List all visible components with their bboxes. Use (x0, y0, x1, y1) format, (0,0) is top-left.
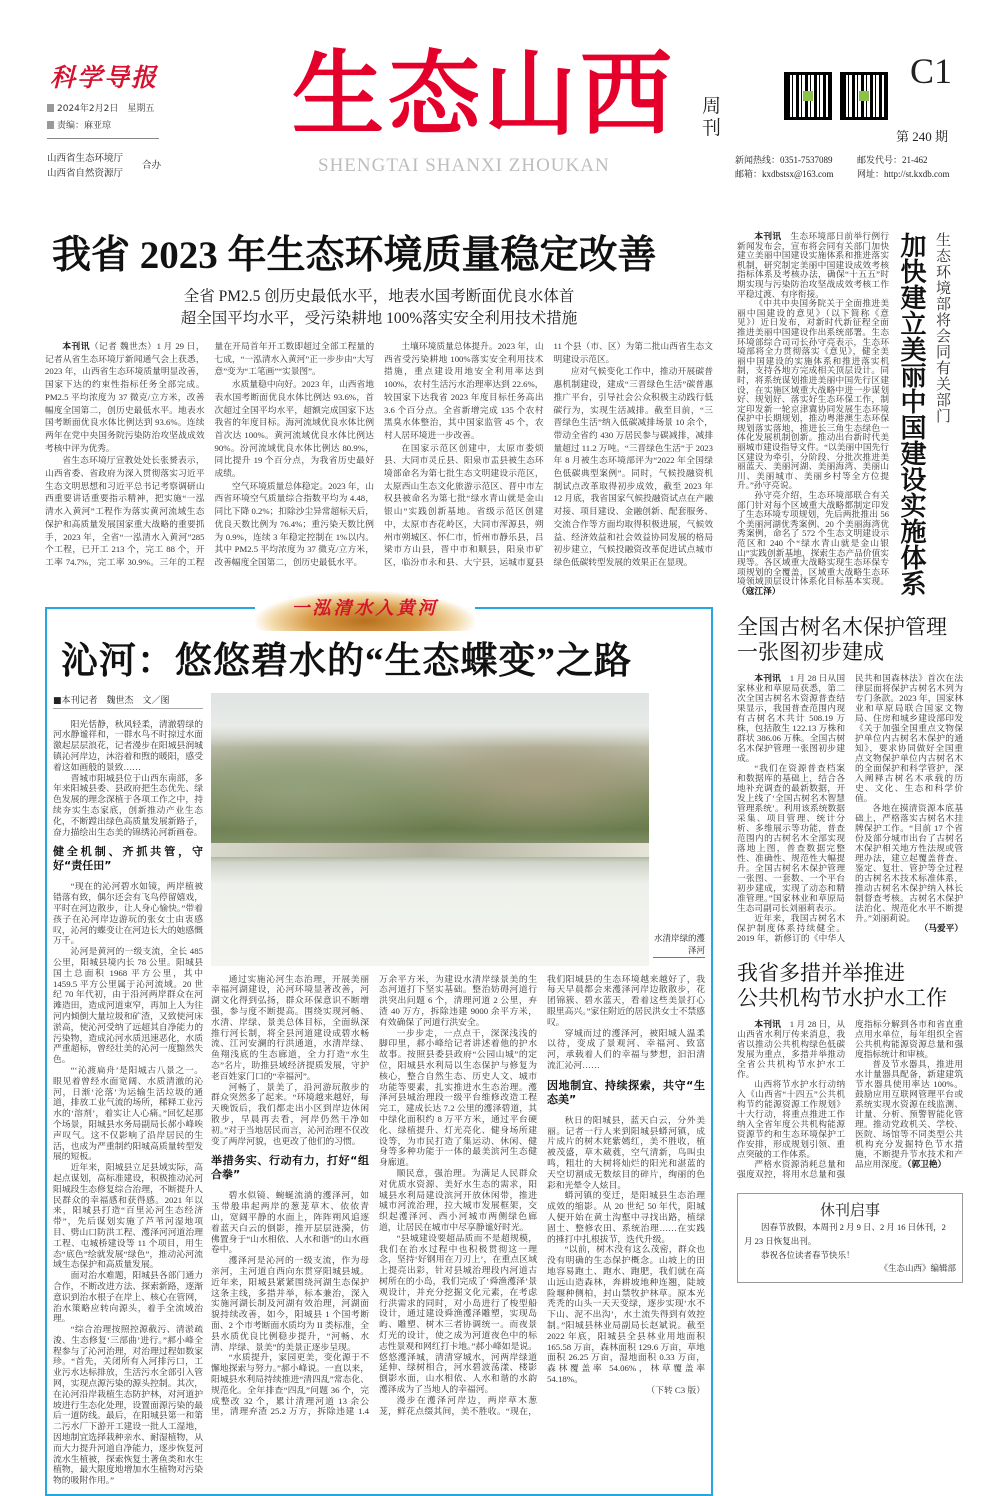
dateline: 本刊讯 (754, 231, 782, 241)
column-banner (255, 591, 475, 631)
photo-caption: 水清岸绿的濩泽河 (653, 933, 705, 956)
hotline: 新闻热线：0351-7537089 (735, 155, 833, 165)
paragraph: 山西将节水护水行动纳入《山西省“十四五”公共机构节约能源资源工作规划》十大行动，将重点推进工作纳入全省年度公共机构能源资源节约和生态环境保护工作安排，形成规划引领、重点突破的工作体系。 (737, 1078, 845, 1159)
suspension-notice (737, 1193, 963, 1283)
beauty-article (737, 232, 963, 597)
pinyin-title: SHENGTAI SHANXI ZHOUKAN (318, 155, 610, 176)
author: （马爱平） (919, 922, 963, 933)
photo-area (211, 693, 705, 966)
section-heading: 举措务实、行动有力，打好“组合拳” (211, 1154, 369, 1182)
paragraph: 穿城而过的濩泽河，被阳城人温柔以待，变成了景观河、幸福河、致富河，承载着人们的幸福与梦想，汩汩清流汇沁河…… (547, 1027, 705, 1071)
section-heading: 因地制宜、持续探索，共守“生态美” (547, 1078, 705, 1106)
editor (47, 118, 111, 131)
paragraph: 秋日的阳城县，蓝天白云，分外美丽。记者一行人来到阳城县蟒河镇，成片成片的树木姹紫嫣红，美不胜收，植被茂盛，草木葳蕤，空气清新，鸟叫虫鸣，粗壮的大树将灿烂的阳光和湛蓝的天空切割成无数炫目的碎片，绚丽的色彩和光晕令人炫目。 (547, 1114, 705, 1190)
paragraph: 1 月 28 日从国家林业和草原局获悉，第二次全国古树名木资源普查结果显示，我国普查范围内现有古树名木共计 508.19 万株，包括散生 122.13 万株和群状 386.06 万株。全国古树名木保护管理一张图初步建成。 (737, 672, 845, 763)
lead-article-body (45, 340, 713, 569)
feature-column-1 (53, 693, 203, 1486)
paragraph: 漫步在濩泽河岸边，两岸草木葱茏，鲜花点缀其间，美不胜收。“现在，我们阳城县的生态环境越来越好了，我每天早晨都会来濩泽河岸边散散步，花团锦簇、碧水蓝天，看着这些美景打心眼里高兴。”家住附近的居民洪女士不禁感叹。 (379, 973, 705, 1416)
paragraph: 顺民意，强治理。为满足人民群众对优质水资源、美好水生态的需求，阳城县水利局建设滨河开放休闲带，推进城市河流治理，拉大城市发展框架，交织起濩泽河、西小河城市两侧绿色廊道，让居民在城市中尽享静谧好时光。 (379, 1168, 537, 1232)
paragraph: “我们在资源普查档案和数据库的基础上，结合各地补充调查的最新数据，开发上线了‘全国古树名木智慧管理系统’。利用该系统数据采集、项目管理、统计分析、多维展示等功能，普查范围内的古树名木全部实现落地上图，普查数据完整性、准确性、规范性大幅提升。全国古树名木保护管理一张图、一套数、一个平台初步建成，实现了动态和精准管理。”国家林业和草原局生态司副司长刘丽莉表示。 (737, 762, 845, 913)
paragraph: 各地在摸清资源本底基础上，严格落实古树名木挂牌保护工作。“目前 17 个省份及部分城市出台了古树名木保护相关地方性法规或管理办法，建立起覆盖普查、鉴定、复壮、管护等全过程的古树名木技术标准体系，推动古树名木保护纳入林长制督查考核。古树名木保护法治化、规范化水平不断提升。”刘丽莉说。 (855, 802, 963, 923)
email: 邮箱：kxdbstsx@163.com (735, 169, 834, 179)
dateline: 本刊讯 (754, 672, 781, 683)
paragraph: 一步步走，一点点干，深深浅浅的脚印里，郝小峰给记者讲述着他的护水故事。按照县委县政府“公园山城”的定位，阳城县水利局以生态保护与修复为核心，整合自然生态、历史人文、城市功能等要素，扎实推进水生态治理。濩泽河县城治理段一级平台维修改造工程完工，建成长达 7.2 公里的濩泽碧道，其中绿化面积约 8 万平方米，通过平台硬化、绿植提升、灯光亮化、健身场所建设等，为市民打造了集运动、休闲、健身等多种功能于一体的最美滨河生态健身廊道。 (379, 1027, 537, 1168)
paragraph: 《中共中央国务院关于全面推进美丽中国建设的意见》（以下简称《意见》）近日发布，对新时代新征程全面推进美丽中国建设作出系统部署。生态环境部综合司司长孙守亮表示，生态环境部将全力贯彻落实《意见》，健全美丽中国建设的实施体系和推进落实机制，支持各地方完成相关顶层设计。同时，将系统谋划推进美丽中国先行区建设，在实施区域重大战略中进一步谋划好、规划好、落实好生态环保工作，制定印发新一轮京津冀协同发展生态环境保护中长期规划，推动粤港澳生态环保规划落实落地，推进长三角生态绿色一体化发展机制创新。推动出台新时代美丽城市建设指导文件。“以美丽中国先行区建设为牵引，分阶段、分批次推进美丽蓝天、美丽河湖、美丽海湾、美丽山川、美丽城市、美丽乡村等全方位提升。”孙守亮说。 (737, 298, 889, 491)
paragraph: 孙守亮介绍，生态环境部联合有关部门针对每个区域重大战略都制定印发了生态环境专项规划，先后两批推出 56 个美丽河湖优秀案例、20 个美丽海湾优秀案例，命名了 572 个生态文明建设示范区和 240 个“绿水青山就是金山银山”实践创新基地，探索生态产品价值实现等。各区域重大战略实现生态环保专项规划的全覆盖，区域重大战略生态环境领域顶层设计体系化目标基本实现。 (737, 490, 889, 587)
paragraph: 应对气候变化工作中，推动开展碳普惠机制建设，建成“三晋绿色生活”碳普惠推广平台，引导社会公众积极主动践行低碳行为，实现生活减排。截至目前，“三晋绿色生活”纳入低碳减排场景 10 余个，带动全省约 430 万居民参与碳减排，减排量超过 11.2 万吨。“三晋绿色生活”于 2023 年 8 月被生态环境部评为“2022 年全国绿色低碳典型案例”。同时，气候投融资机制试点改革取得初步成效，截至 2023 年 12 月底，我省国家气候投融资试点在产融对接、项目建设、金融创新、配套服务、交流合作等方面均取得积极进展，气候效益、经济效益和社会效益协同发展的格局初步建立，气候投融资改革促进试点城市绿色低碳转型发展的效果正在显现。 (553, 366, 713, 567)
beauty-kicker: 生态环境部将会同有关部门 (934, 232, 952, 424)
trees-article-body (737, 673, 963, 943)
paragraph: 沁河是黄河的一级支流，全长 485 公里，阳城县境内长 78 公里。阳城县国土总面积 1968 平方公里，其中 1459.5 平方公里属于沁河流域。20 世纪 70 年代初，由于沿河两岸群众在河滩造田，造成河道束窄，再加上人为往河内倾倒大量垃圾和矿渣，又致使河床淤高，使沁河受纳了远超其自净能力的污染物，造成沁河水质迅速恶化，水质严重超标，曾经壮美的沁河一度黯然失色。 (53, 946, 203, 1065)
paragraph: “‘沁渡扁舟’是阳城古八景之一。眼见着曾经水面宽阔、水质清澈的沁河，日渐‘沦落’为运输生活垃圾的通道，排放工业气流的场所，稀释工业污水的‘溶剂’，着实让人心痛。”回忆起那个场景，阳城县水务局副局长郝小峰唉声叹气。这不仅影响了沿岸居民的生活，也成为严重制约阳城高质量转型发展的短板。 (53, 1064, 203, 1162)
paragraph: 近年来，我国古树名木保护制度体系持续健全。2019 年，新修订的《中华人民共和国森林法》首次在法律层面将保护古树名木列为专门条款。2023 年，国家林业和草原局联合国家文物局、住房和城乡建设部印发《关于加强全国重点文物保护单位内古树名木保护的通知》，要求协同做好全国重点文物保护单位内古树名木的全面保护和科学管护，深入阐释古树名木承载的历史、文化、生态和科学价值。 (737, 672, 963, 943)
trees-headline (737, 615, 963, 665)
section-heading: 健全机制、齐抓共管，守好“责任田” (53, 845, 203, 873)
bullet-icon (47, 104, 54, 112)
headline-line: 公共机构节水护水工作 (737, 985, 947, 1010)
lead-subhead-2: 超全国平均水平，受污染耕地 100%落实安全利用技术措施 (180, 310, 578, 327)
paragraph: 生态环境部日前举行例行新闻发布会，宣布将会同有关部门加快建立美丽中国建设实施体系和推进落实机制，研究制定美丽中国建设成效考核指标体系及考核办法，确保“十五五”时期实现与污染防治攻坚战成效考核工作平稳过渡、有序衔接。 (737, 231, 890, 299)
headline-line: 我省多措并举推进 (737, 960, 905, 985)
paragraph: 面对治水难题，阳城县各部门通力合作，不断改进方法、探索新路，逐渐意识到治水根子在岸上、核心在管网，治水策略应转向源头，着手全流域治理。 (53, 1270, 203, 1324)
paragraph: 河畅了，景美了，沿河游玩散步的群众突然多了起来。“环境越来越好，每天晚饭后，我们都走出小区到岸边休闲散步，早晨再去看，河岸仍然干净如初。”对于当地居民而言，沁河治理不仅改变了两岸河貌，也更改了他们的习惯。 (211, 1081, 369, 1146)
paragraph: “现在的沁河碧水如镜，两岸植被错落有致，偶尔还会有飞鸟停留嬉戏，平时在河边散步，让人身心愉快。”带着孩子在沁河岸边游玩的张女士由衷感叹，沁河的蝶变让在河边长大的她感慨万千。 (53, 881, 203, 946)
issue-date (47, 101, 154, 114)
lead-headline: 我省 2023 年生态环境质量稳定改善 (52, 234, 657, 277)
feature-column-1-text (53, 719, 203, 1486)
paragraph: 土壤环境质量总体提升。2023 年，山西省受污染耕地 100%落实安全利用技术措施，重点建设用地安全利用率达到 100%，农村生活污水治理率达到 22.6%，较国家下达我省 2023 年度目标任务高出 3.6 个百分点。全省新增完成 135 个农村黑臭水体整治，其中国家监管 45 个，农村人居环境进一步改善。 (384, 341, 544, 440)
paragraph: 省生态环境厅宣教处处长张赟表示，山西省委、省政府为深入贯彻落实习近平生态文明思想和习近平总书记考察调研山西重要讲话重要指示精神，把实施“一泓清水入黄河”工程作为落实黄河流域生态保护和高质量发展国家重大战略的重要抓手，2023 年，全省“一泓清水入黄河”285 个工程，已开工 213 个，完工 88 个，开工率 74.7%，完工率 30.9%。三年的工程量在开局首年开工数即超过全部工程量的七成，“一泓清水入黄河”正一步步由“大写意”变为“工笔画”“实景图”。 (45, 341, 374, 567)
organizer-1: 山西省生态环境厅 (47, 153, 124, 164)
paragraph: “以前，树木没有这么茂密，群众也没有明确的生态保护概念。山坡上的田地容易跑土、跑水、跑肥，我们就在高山远山造森林，奔耕坡地种连翘，陡坡险堰种侧柏，封山禁牧护林草。原本光秃秃的山头一天天变绿，逐步实现‘水不下山、泥不出沟’，水土流失得到有效控制。”阳城县林业局副局长赵斌说。截至 2022 年底，阳城县全县林业用地面积 165.58 万亩，森林面积 129.6 万亩，草地面积 26.25 万亩，湿地面积 0.33 万亩，森林覆盖率 54.06%，林草覆盖率 54.18%。 (547, 1244, 705, 1384)
beauty-article-body (737, 232, 889, 597)
paragraph: 阳光恬静，秋风轻柔，清澈碧绿的河水静谧祥和，一群水鸟不时掠过水面激起层层浪花，记者漫步在阳城县润城镇沁河岸边，沐浴着和煦的暖阳，感受着这如画般的景致…… (53, 718, 203, 772)
byline: ■本刊记者 魏世杰 文／图 (53, 693, 203, 709)
dateline: 本刊讯 (754, 1018, 781, 1029)
qr-code-icon (784, 72, 832, 120)
paragraph: （记者 魏世杰）1 月 29 日，记者从省生态环境厅新闻通气会上获悉，2023 年，山西省生态环境质量明显改善，国家下达的约束性指标任务全部完成。PM2.5 平均浓度为 37 微克/立方米，改善幅度全国第二，创历史最低水平。地表水国考断面优良水体比例达到 93.6%。连续两年在党中央国务院污染防治攻坚战成效考核中评为优秀。 (45, 341, 205, 453)
feature-body (53, 693, 705, 1486)
paragraph: 水质量稳中向好。2023 年，山西省地表水国考断面优良水体比例达 93.6%，首次超过全国平均水平，超额完成国家下达我省的年度目标。海河流域优良水体比例首次达 100%。黄河流域优良水体比例达 90%。汾河流域优良水体比例达 80.9%，同比提升 19 个百分点，为我省历史最好成绩。 (214, 379, 374, 479)
divider (47, 138, 159, 139)
headline-line: 一张图初步建成 (737, 639, 884, 664)
right-column (737, 232, 963, 1283)
kxdb-logo: 科学导报 (50, 65, 159, 92)
paragraph: 在国家示范区创建中，太原市娄烦县、大同市灵丘县、阳泉市盂县被生态环境部命名为第七批生态文明建设示范区，太原西山生态文化旅游示范区、晋中市左权县被命名为第七批“绿水青山就是金山银山”实践创新基地。省级示范区创建中，太原市杏花岭区，大同市浑源县，朔州市朔城区、怀仁市，忻州市静乐县，吕梁市方山县，晋中市和顺县，阳泉市矿区，临汾市永和县、大宁县，运城市夏县 11 个县（市、区）为第二批山西省生态文明建设示范区。 (384, 341, 713, 567)
page-number: C1 (910, 51, 953, 91)
notice-text: 因春节放假，本周刊 2 月 9 日、2 月 16 日休刊，2 月 23 日恢复出刊。 (744, 1221, 946, 1246)
postcode: 邮发代号：21-462 (857, 155, 928, 165)
organizer-2: 山西省自然资源厅 (47, 168, 124, 179)
notice-title: 休刊启事 (819, 1200, 880, 1219)
notice-greeting: 恭祝各位读者春节快乐！ (761, 1249, 855, 1260)
water-article-body (737, 1019, 963, 1179)
paragraph: 普及节水器具，推进用水计量器具配备，新建建筑节水器具使用率达 100%。鼓励应用互联网管理平台或系统实现水资源在线监测、计量、分析、预警智能化管理。推动党政机关、学校、医院、场馆等不同类型公共机构充分发掘特色节水措施，不断提升节水技术和产品应用深度。 (855, 1058, 963, 1169)
paper-title: 生态山西 (292, 44, 677, 146)
paragraph: “综合治理按照控源截污、清淤疏浚、生态修复‘三部曲’进行。”郝小峰全程参与了沁河治理，对治理过程如数家珍。“首先，关闭所有入河排污口，工业污水达标排放，生活污水全部引入管网，实现点源污染的源头控制。其次，在沁河沿岸栽植生态防护林，对河道护坡进行生态化处理，设置面源污染的最后一道防线。最后，在阳城县第一和第二污水厂下游开工建设一批人工湿地，因地制宜选择栽种亲水、耐湿植物，从而大力提升河道自净能力，逐步恢复河流水生植被，探索恢复土著鱼类和水生植物，最大限度地增加水生植物对污染物的吸附作用。” (53, 1324, 203, 1486)
contact-line-1 (735, 153, 928, 166)
paragraph: 晋城市阳城县位于山西东南部，多年来阳城县委、县政府把生态优先、绿色发展的理念深植于各项工作之中，持续夯实生态家底，创新推动产业生态化，不断蹚出绿色高质量发展新路子，奋力描绘出生态美的锦绣沁河新画卷。 (53, 772, 203, 837)
lead-subhead (45, 286, 713, 330)
water-headline (737, 961, 963, 1011)
issue-number: 第 240 期 (896, 129, 949, 144)
banner-text: 一泓清水入黄河 (291, 597, 439, 618)
paragraph: “水质提升，家园更美，变化源于不懈地探索与努力。”郝小峰说。一直以来，阳城县水利局持续推进“清四乱”常态化、规范化。全年排查“四乱”问题 36 个，完成整改 32 个，累计清理河道 13 余公里，清理弃渣 25.2 万方，拆除违建 1.4 万余平方米，为建设水清岸绿景美的生态河道打下坚实基础。整治妨碍河道行洪突出问题 6 个，清理河道 2 公里，弃渣 40 万方，拆除违建 9000 余平方米，有效确保了河道行洪安全。 (211, 973, 537, 1417)
editor-text: 责编：麻亚琼 (57, 121, 112, 131)
feature-columns (211, 974, 705, 1417)
feature-box (45, 597, 713, 1496)
organizers-suffix: 合办 (142, 160, 162, 171)
beauty-headline: 加快建立美丽中国建设实施体系 (897, 232, 926, 596)
author: （寇江泽） (737, 585, 781, 596)
continued-note: （下转 C3 版） (646, 1384, 705, 1395)
feature-right (211, 693, 705, 1417)
headline-line: 全国古树名木保护管理 (737, 614, 947, 639)
contact-line-2 (735, 167, 950, 180)
feature-title: 沁河：悠悠碧水的“生态蝶变”之路 (61, 640, 632, 682)
main-column (45, 232, 713, 1496)
paragraph: “县城建设要超品质而不是超规模，我们在治水过程中也积极贯彻这一理念，坚持‘好钢用在刀刃上’，在重点区域上提亮出彩，针对县城治理段内河道古树所在的小岛，我们完成了‘舜渔濩泽’景观设计，并充分挖掘文化元素，在考虑行洪需求的同时，对小岛进行了梭型船设计，通过建设舜渔濩泽雕塑，实现岛屿、雕塑、树木三者协调统一。而夜景灯光的设计，使之成为河道夜色中的标志性景观和网红打卡地。”郝小峰如是说。悠悠濩泽城，清清穿城水，河两岸绿道延伸、绿树相合，河水碧波荡漾、楼影倒影水面，山水相依、人水和谐的水韵濩泽成为了当地人的幸福河。 (379, 1232, 537, 1394)
paragraph: 通过实施沁河生态治理，开展美丽幸福河湖建设，沁河环境显著改善，河湖文化得到弘扬，群众环保意识不断增强，参与度不断提高。围绕实现河畅、水清、岸绿、景美总体目标，全面纵深推行河长制，将全县河道建设成碧水畅流、江河安澜的行洪通道，水清岸绿、鱼翔浅底的生态廊道，全力打造“水生态”名片，助推县域经济提质发展，守护老百姓家门口的“幸福河”。 (211, 973, 369, 1081)
notice-signature: 《生态山西》编辑部 (879, 1263, 956, 1274)
website: 网址：http://st.kxdb.com (857, 169, 950, 179)
paragraph: 严格水资源消耗总量和强度双控，将用水总量和强度指标分解到各市和省直重点用水单位，每年组织全省公共机构能源资源总量和强度指标统计和审核。 (737, 1018, 963, 1179)
paragraph: 蟒河镇的变迁，是阳城县生态治理成效的缩影。从 20 世纪 50 年代，阳城人便开始在黄土沟壑中寻找出路，植绿固土、整修农田、系统治理……在实践的捶打中扎根拔节，迭代升级。 (547, 1190, 705, 1244)
river-photo (211, 693, 649, 966)
lead-subhead-1: 全省 PM2.5 创历史最低水平，地表水国考断面优良水体首 (183, 288, 575, 305)
qr-code-icon (840, 72, 888, 120)
bullet-icon (47, 121, 54, 129)
date-text: 2024年2月2日 星期五 (57, 104, 155, 114)
paragraph: 近年来，阳城县立足县域实际，高起点谋划，高标准建设，积极推动沁河阳城段生态修复综合治理，不断提升人民群众的幸福感和获得感。2021 年以来，阳城县打造“百里沁河生态经济带”，先后谋划实施了芦苇河湿地项目、劈山口防洪工程、濩泽河河道治理工程、屯城桥建设等 11 个项目，用生态“底色”绘就发展“绿色”，推动沁河流域生态保护和高质量发展。 (53, 1162, 203, 1270)
paragraph: 1 月 28 日，从山西省水利厅传来消息，我省以推动公共机构绿色低碳发展为重点，多措并举推动全省公共机构节水护水工作。 (737, 1018, 845, 1079)
author: （郭卫艳） (907, 1158, 947, 1169)
paragraph: 濩泽河是沁河的一级支流，作为母亲河，主河道自西向东贯穿阳城县城。近年来，阳城县紧紧围绕河湖生态保护这条主线，多措并举，标本兼治，深入实施河湖长制及河湖有效治理，河湖面貌持续改善，如今，阳城县 1 个国考断面、2 个市考断面水质均为 II 类标准，全县水质优良比例稳步提升，“河畅、水清、岸绿、景美”的美景正逐步呈现。 (211, 1255, 369, 1352)
paragraph: 碧水似镜、蜿蜒流淌的濩泽河，如玉带般串起两岸的葱茏草木、依依青山，宽阔平静的水面上，阵阵朔风追逐着蓝天白云的倒影，推开层层涟漪，仿佛置身于“山水相依、人水和谐”的山水画卷中。 (211, 1190, 369, 1255)
title-suffix: 周刊 (702, 95, 722, 139)
paragraph: 空气环境质量总体稳定。2023 年，山西省环境空气质量综合指数平均为 4.48，同比下降 0.2%；扣除沙尘异常超标天后，优良天数比例为 76.4%；重污染天数比例为 0.9%，连续 3 年稳定控制在 1%以内。其中 PM2.5 平均浓度为 37 微克/立方米，改善幅度全国第二，创历史最低水平。 (214, 480, 374, 567)
dateline: 本刊讯 (62, 341, 90, 351)
